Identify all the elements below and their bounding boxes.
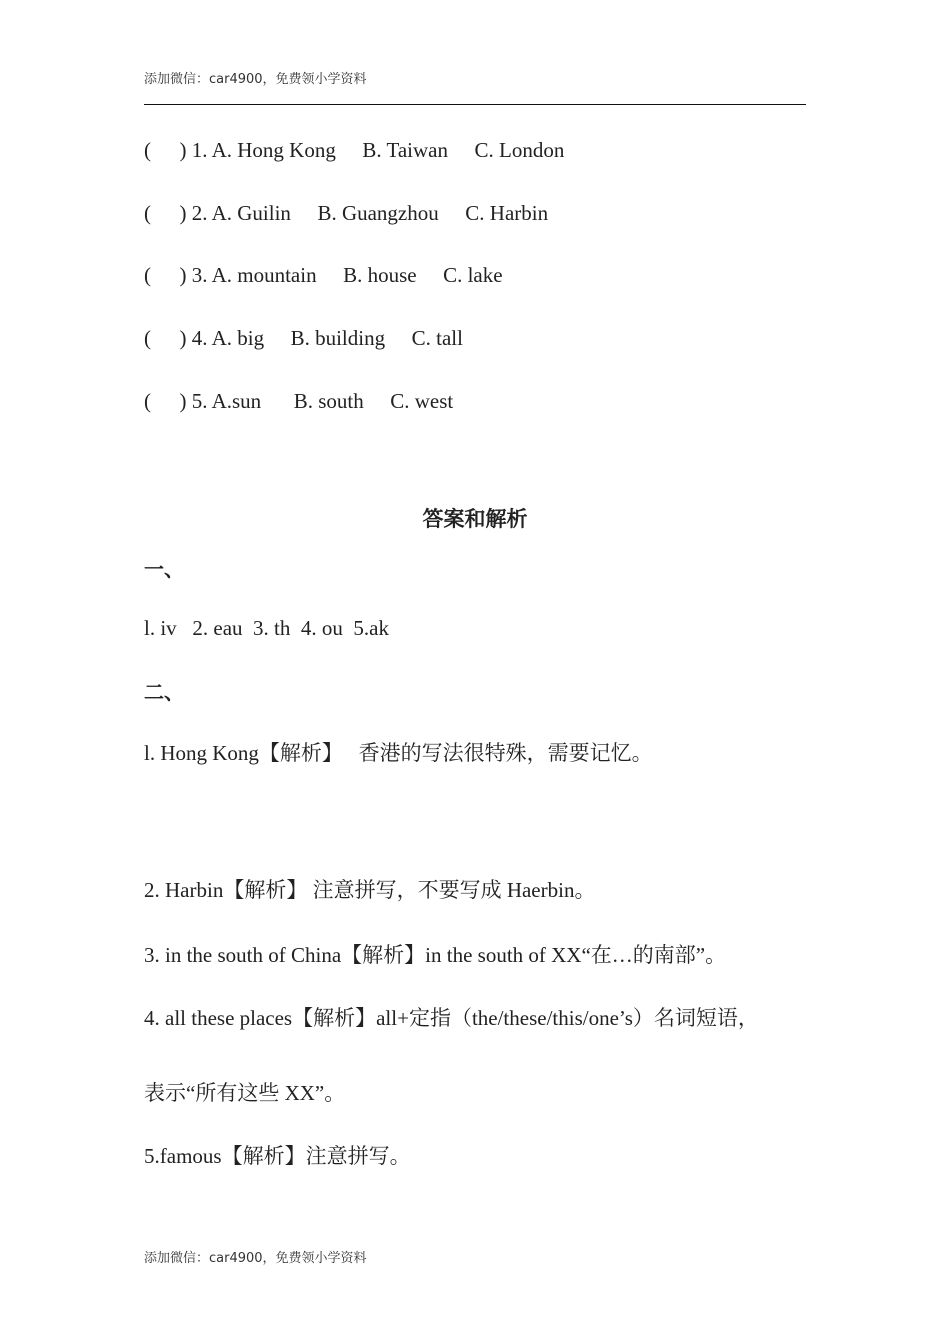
option-a: A.sun — [211, 389, 262, 413]
option-c: C. London — [474, 138, 565, 162]
section-one-answers: l. iv 2. eau 3. th 4. ou 5.ak — [144, 616, 389, 640]
answer-item-2: 2. Harbin【解析】 注意拼写，不要写成 Haerbin。 — [144, 878, 596, 902]
question-number: 4. — [191, 326, 208, 350]
answer-item-4: 4. all these places【解析】all+定指（the/these/this/one’s）名词短语， — [144, 1006, 759, 1030]
header-divider — [144, 104, 806, 105]
answer-bracket-open: ( — [144, 326, 151, 350]
option-a: A. Hong Kong — [211, 138, 336, 162]
answer-bracket-close: ) — [179, 326, 187, 350]
option-b: B. Guangzhou — [317, 201, 439, 225]
answer-bracket-close: ) — [179, 201, 187, 225]
option-c: C. lake — [443, 263, 503, 287]
question-3 — [144, 262, 503, 288]
option-a: A. Guilin — [211, 201, 291, 225]
question-4 — [144, 325, 463, 351]
option-c: C. Harbin — [465, 201, 549, 225]
answer-item-4-continued: 表示“所有这些 XX”。 — [144, 1081, 346, 1105]
option-a: A. big — [211, 326, 265, 350]
answer-item-1: l. Hong Kong【解析】 香港的写法很特殊，需要记忆。 — [144, 741, 653, 765]
option-c: C. tall — [411, 326, 463, 350]
answer-bracket-close: ) — [179, 263, 187, 287]
answer-bracket-open: ( — [144, 201, 151, 225]
question-2 — [144, 200, 548, 226]
option-b: B. building — [290, 326, 386, 350]
answer-item-3: 3. in the south of China【解析】in the south of XX“在…的南部”。 — [144, 943, 727, 967]
answer-bracket-close: ) — [179, 389, 187, 413]
question-number: 1. — [191, 138, 208, 162]
answer-bracket-open: ( — [144, 263, 151, 287]
option-c: C. west — [390, 389, 454, 413]
answer-bracket-open: ( — [144, 138, 151, 162]
question-number: 3. — [191, 263, 208, 287]
page-footer: 添加微信：car4900，免费领小学资料 — [144, 1251, 367, 1266]
page-header: 添加微信：car4900，免费领小学资料 — [144, 72, 367, 87]
option-a: A. mountain — [211, 263, 317, 287]
answers-title: 答案和解析 — [422, 506, 528, 531]
answer-bracket-open: ( — [144, 389, 151, 413]
section-one-heading: 一、 — [144, 557, 184, 581]
question-1 — [144, 137, 564, 163]
section-two-heading: 二、 — [144, 680, 184, 704]
question-number: 5. — [191, 389, 208, 413]
option-b: B. Taiwan — [362, 138, 448, 162]
answer-item-5: 5.famous【解析】注意拼写。 — [144, 1144, 411, 1168]
answer-bracket-close: ) — [179, 138, 187, 162]
question-number: 2. — [191, 201, 208, 225]
option-b: B. house — [343, 263, 417, 287]
option-b: B. south — [293, 389, 364, 413]
question-5 — [144, 388, 453, 414]
